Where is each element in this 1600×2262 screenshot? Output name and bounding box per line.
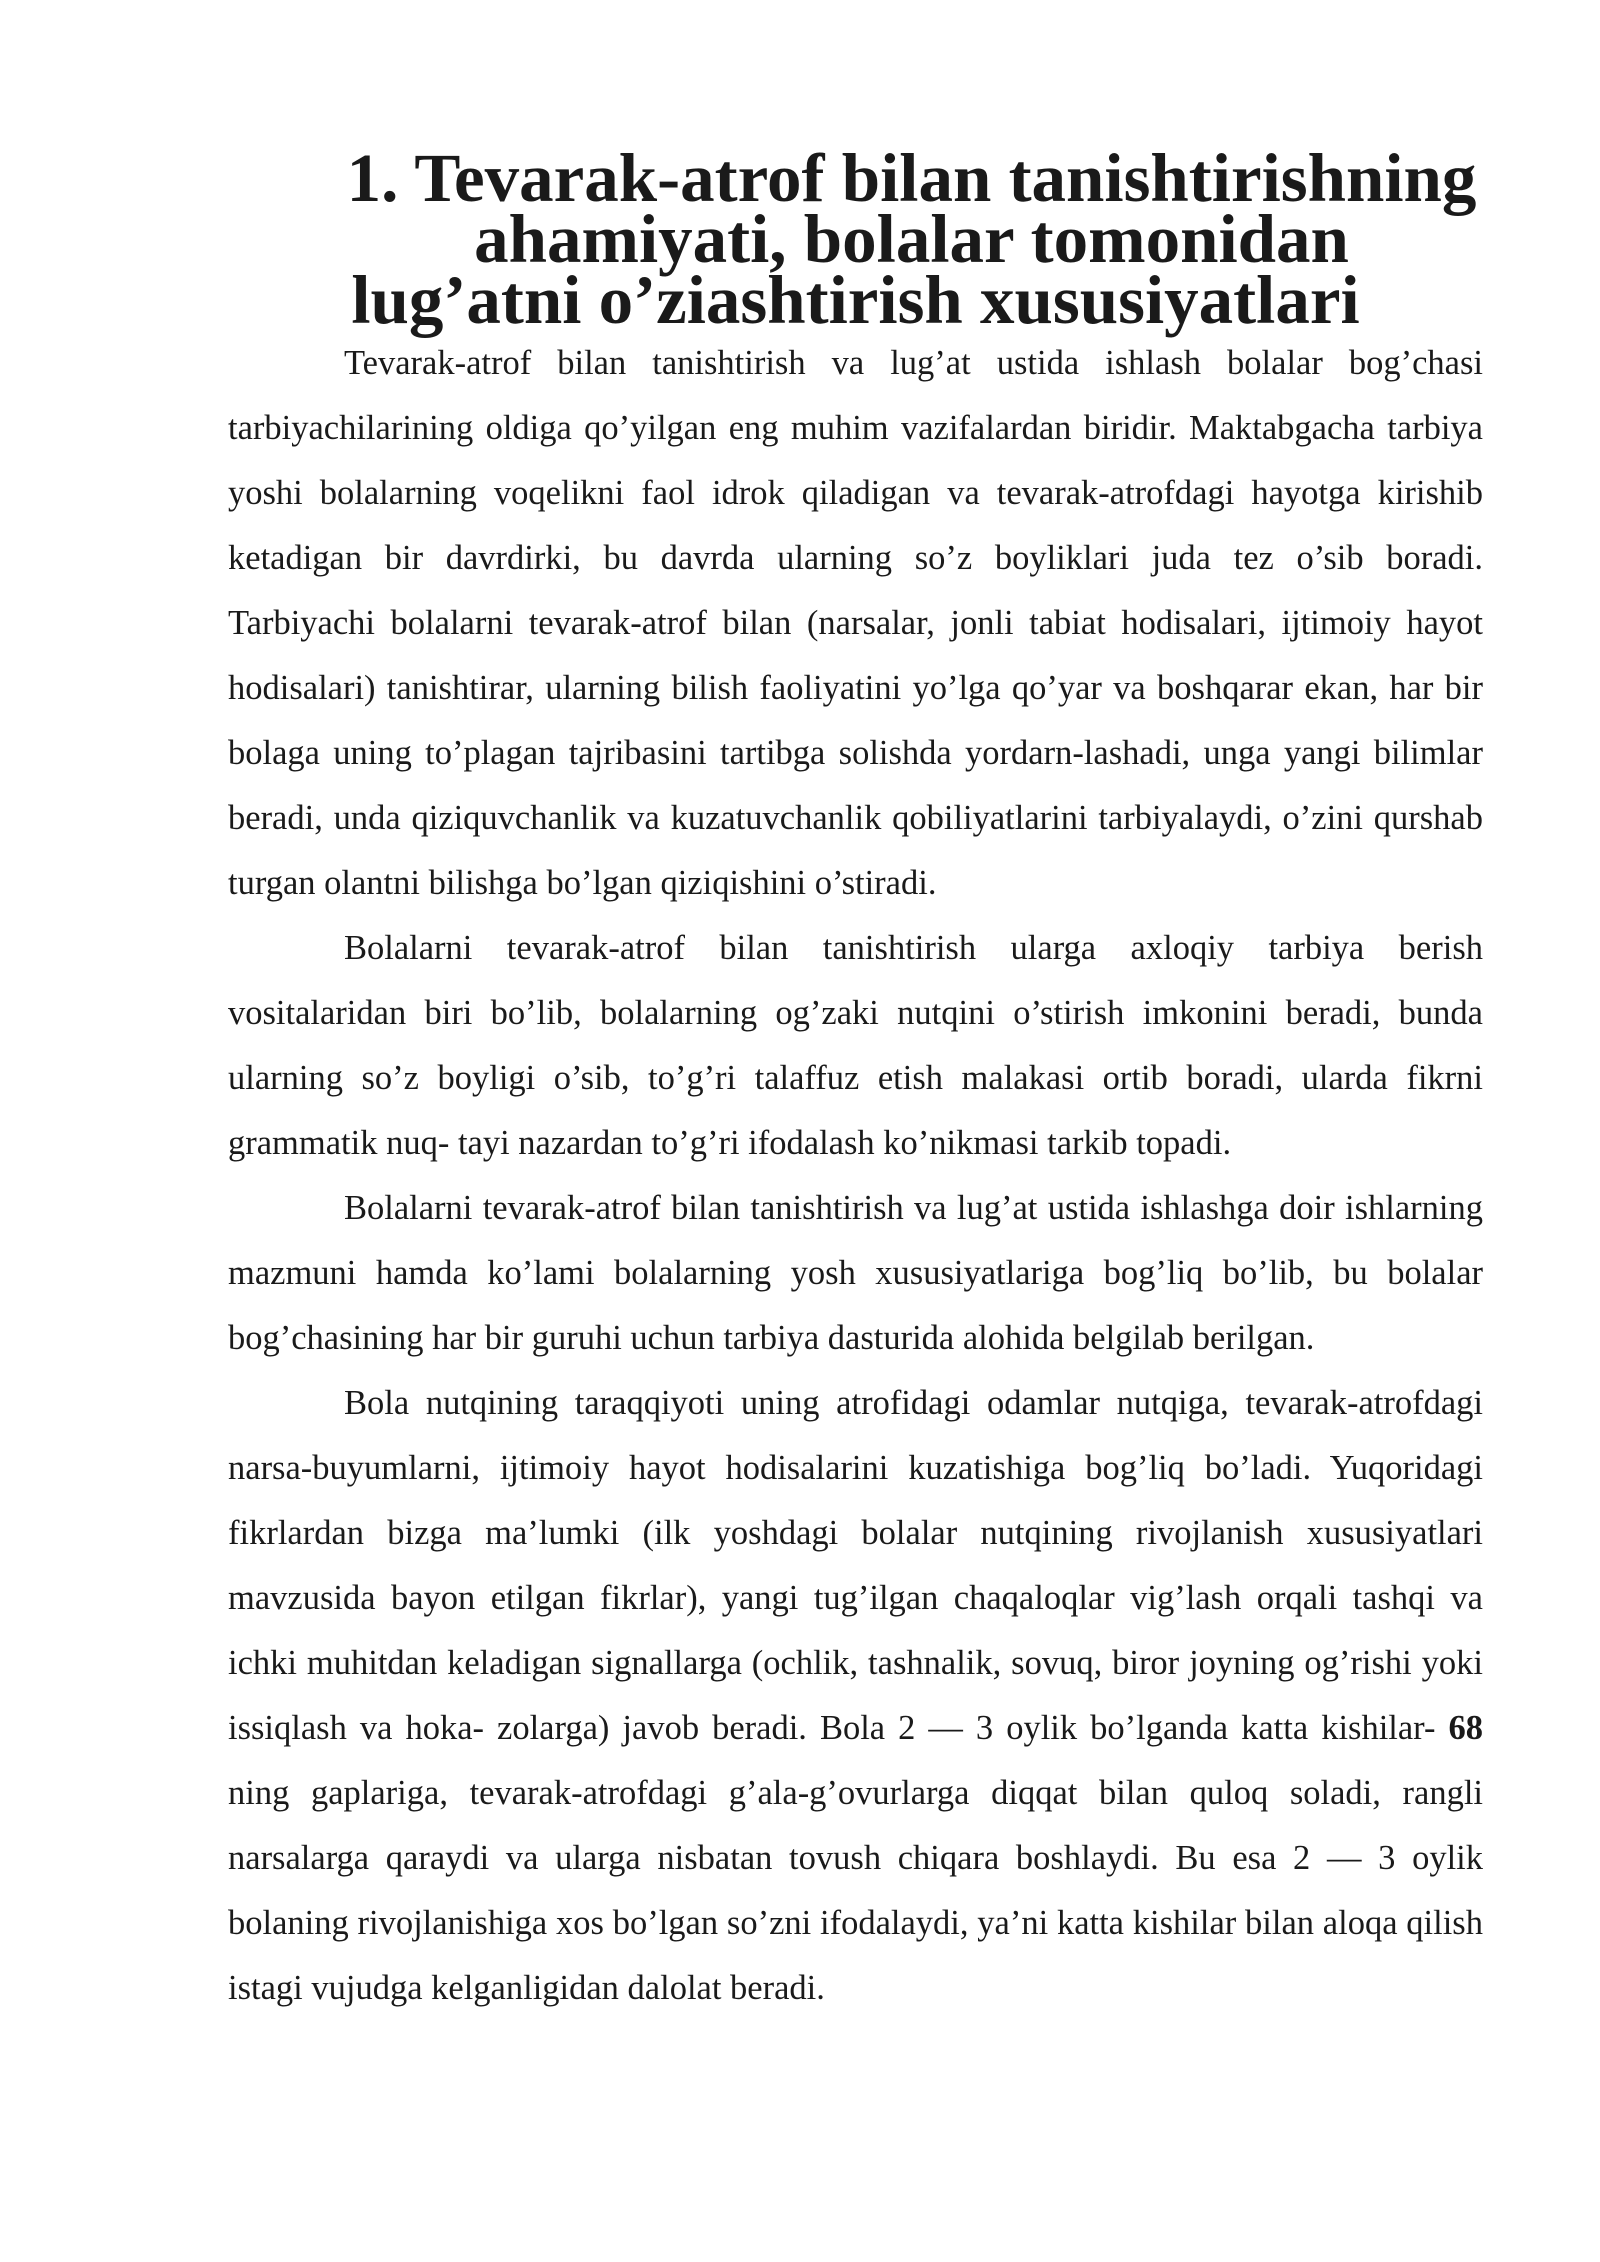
paragraph-4-text-before: Bola nutqining taraqqiyoti uning atrofidagi odamlar nutqiga, tevarak-atrofdagi narsa-buyumlarni, ijtimoiy hayot hodisalarini kuzatishiga bog’liq bo’ladi. Yuqoridagi fikrlardan bizga ma’lumki (ilk yoshdagi bolalar nutqining rivojlanish xususiyatlari mavzusida bayon etilgan fikrlar), yangi tug’ilgan chaqaloqlar vig’lash orqali tashqi va ichki muhitdan keladigan signallarga (ochlik, tashnalik, sovuq, biror joyning og’rishi yoki issiqlash va hoka- zolarga) javob beradi. Bola 2 — 3 oylik bo’lganda katta kishilar-	[228, 1384, 1483, 1747]
heading-line-2: lug’atni o’ziashtirish xususiyatlari	[351, 262, 1360, 338]
page-number: 68	[1448, 1709, 1484, 1747]
paragraph-3: Bolalarni tevarak-atrof bilan tanishtirish va lug’at ustida ishlashga doir ishlarning mazmuni hamda ko’lami bolalarning yosh xususiyatlariga bog’liq bo’lib, bu bolalar bog’chasining har bir guruhi uchun tarbiya dasturida alohida belgilab berilgan.	[228, 1189, 1483, 1357]
paragraph-2: Bolalarni tevarak-atrof bilan tanishtirish ularga axloqiy tarbiya berish vositalaridan biri bo’lib, bolalarning og’zaki nutqini o’stirish imkonini beradi, bunda ularning so’z boyligi o’sib, to’g’ri talaffuz etish malakasi ortib boradi, ularda fikrni grammatik nuq- tayi nazardan to’g’ri ifodalash ko’nikmasi tarkib topadi.	[228, 929, 1483, 1162]
document-page	[228, 140, 1484, 2021]
paragraph-4	[228, 1371, 1483, 2021]
heading-line-1: 1. Tevarak-atrof bilan tanishtirishning ahamiyati, bolalar tomonidan	[346, 140, 1477, 277]
section-heading	[228, 140, 1483, 338]
paragraph-4-text-after: ning gaplariga, tevarak-atrofdagi g’ala-g’ovurlarga diqqat bilan quloq soladi, rangli narsalarga qaraydi va ularga nisbatan tovush chiqara boshlaydi. Bu esa 2 — 3 oylik bolaning rivojlanishiga xos bo’lgan so’zni ifodalaydi, ya’ni katta kishilar bilan aloqa qilish istagi vujudga kelganligidan dalolat beradi.	[228, 1774, 1483, 2007]
paragraph-1: Tevarak-atrof bilan tanishtirish va lug’at ustida ishlash bolalar bog’chasi tarbiyachilarining oldiga qo’yilgan eng muhim vazifalardan biridir. Maktabgacha tarbiya yoshi bolalarning voqelikni faol idrok qiladigan va tevarak-atrofdagi hayotga kirishib ketadigan bir davrdirki, bu davrda ularning so’z boyliklari juda tez o’sib boradi. Tarbiyachi bolalarni tevarak-atrof bilan (narsalar, jonli tabiat hodisalari, ijtimoiy hayot hodisalari) tanishtirar, ularning bilish faoliyatini yo’lga qo’yar va boshqarar ekan, har bir bolaga uning to’plagan tajribasini tartibga solishda yordarn-lashadi, unga yangi bilimlar beradi, unda qiziquvchanlik va kuzatuvchanlik qobiliyatlarini tarbiyalaydi, o’zini qurshab turgan olantni bilishga bo’lgan qiziqishini o’stiradi.	[228, 344, 1483, 902]
